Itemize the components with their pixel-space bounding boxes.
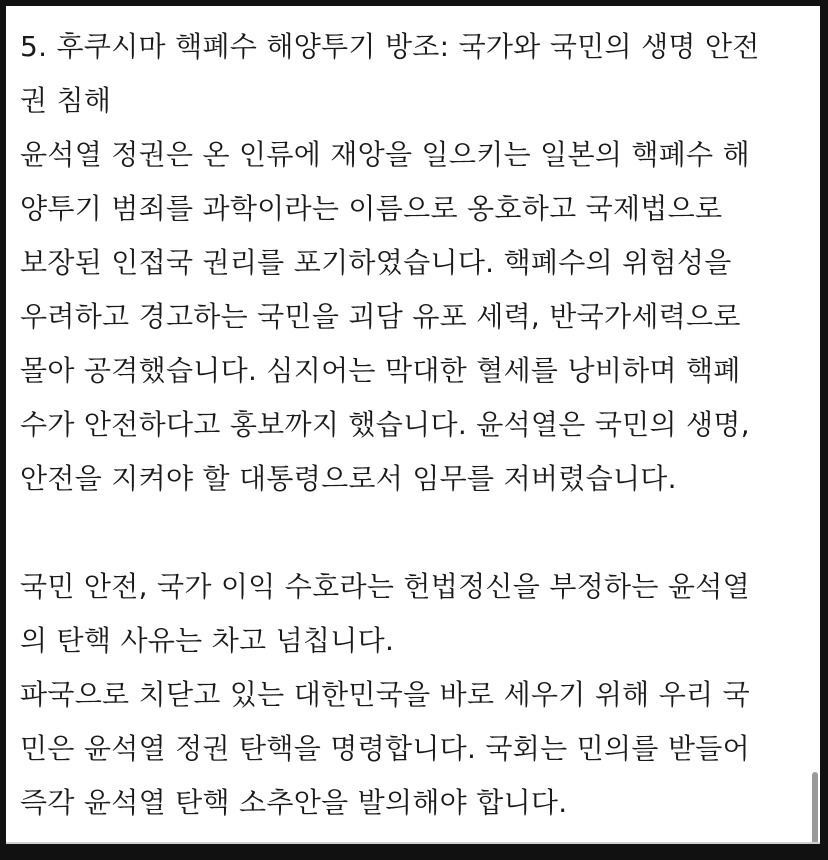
document-page — [6, 6, 820, 844]
heading-line-1: 5. 후쿠시마 핵폐수 해양투기 방조: 국가와 국민의 생명 안전 — [20, 30, 760, 63]
paragraph-line: 우려하고 경고하는 국민을 괴담 유포 세력, 반국가세력으로 — [20, 300, 741, 333]
scrollbar-thumb[interactable] — [812, 772, 818, 844]
blank-line — [20, 506, 810, 560]
paragraph-line: 의 탄핵 사유는 차고 넘칩니다. — [20, 624, 395, 657]
document-body — [20, 20, 810, 830]
paragraph-line: 안전을 지켜야 할 대통령으로서 임무를 저버렸습니다. — [20, 462, 677, 495]
paragraph-line: 즉각 윤석열 탄핵 소추안을 발의해야 합니다. — [20, 786, 568, 819]
paragraph-line: 양투기 범죄를 과학이라는 이름으로 옹호하고 국제법으로 — [20, 192, 723, 225]
heading-line-2: 권 침해 — [20, 84, 112, 117]
paragraph-line: 민은 윤석열 정권 탄핵을 명령합니다. 국회는 민의를 받들어 — [20, 732, 750, 765]
paragraph-line: 국민 안전, 국가 이익 수호라는 헌법정신을 부정하는 윤석열 — [20, 570, 750, 603]
paragraph-line: 몰아 공격했습니다. 심지어는 막대한 혈세를 낭비하며 핵폐 — [20, 354, 741, 387]
paragraph-line: 파국으로 치닫고 있는 대한민국을 바로 세우기 위해 우리 국 — [20, 678, 750, 711]
paragraph-line: 보장된 인접국 권리를 포기하였습니다. 핵폐수의 위험성을 — [20, 246, 732, 279]
paragraph-line: 수가 안전하다고 홍보까지 했습니다. 윤석열은 국민의 생명, — [20, 408, 750, 441]
bottom-divider — [6, 842, 820, 844]
paragraph-line: 윤석열 정권은 온 인류에 재앙을 일으키는 일본의 핵폐수 해 — [20, 138, 750, 171]
